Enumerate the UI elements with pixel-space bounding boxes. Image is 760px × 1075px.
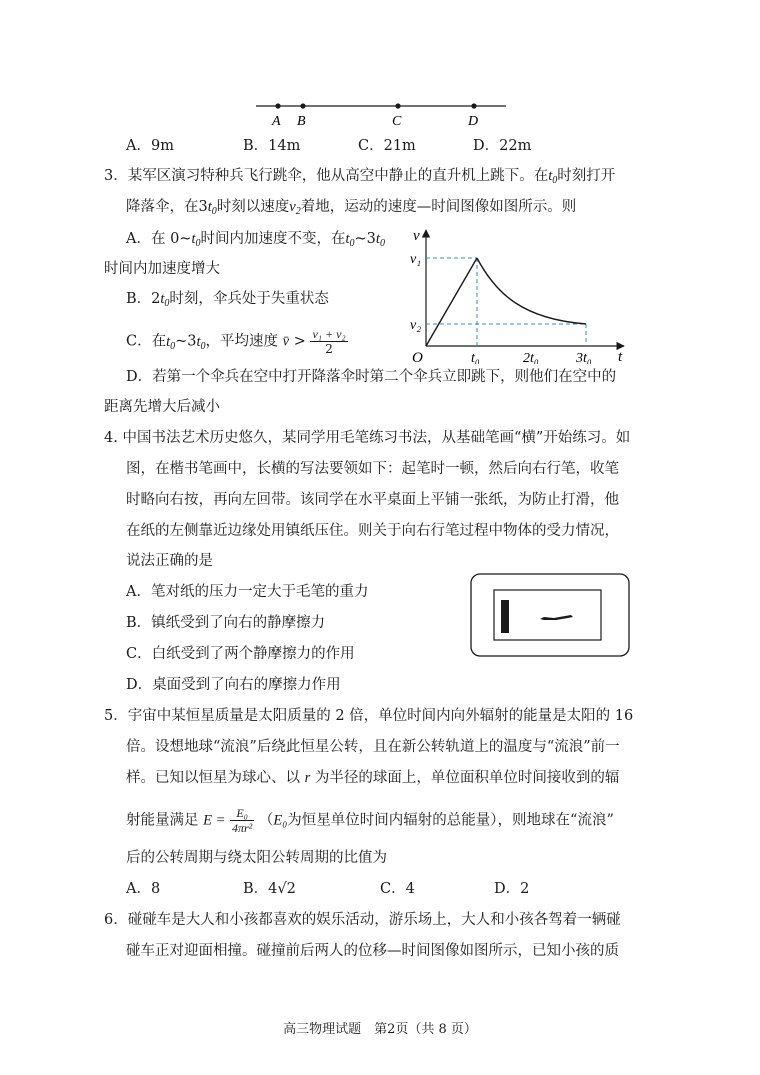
var-t0: $t_0$ bbox=[345, 231, 355, 249]
q3-fraction bbox=[310, 327, 347, 356]
q6-line-2: 碰车正对迎面相撞。碰撞前后两人的位移—时间图像如图所示，已知小孩的质 bbox=[126, 943, 619, 959]
q4-line-3: 时略向右按，再向左回带。该同学在水平桌面上平铺一张纸，为防止打滑，他 bbox=[126, 492, 619, 508]
q4-option-c: C．白纸受到了两个静摩擦力的作用 bbox=[126, 646, 355, 662]
q5-text: 样。已知以恒星为球心、以 bbox=[126, 770, 300, 786]
point-a bbox=[275, 103, 280, 108]
q3-option-c: C．在$t_0\sim 3t_0$，平均速度 v̄ > $\frac{\text{v₁ + v₂}}{2}$ bbox=[126, 327, 346, 356]
var-v2: $v_2$ bbox=[289, 199, 301, 217]
fraction-denominator: 2 bbox=[325, 342, 333, 356]
q3-text: 着地，运动的速度—时间图像如图所示。则 bbox=[300, 199, 577, 215]
q5-option-d: D．2 bbox=[494, 881, 530, 897]
q3-text: 时刻，伞兵处于失重状态 bbox=[169, 291, 329, 307]
calligraphy-figure bbox=[470, 573, 630, 657]
q3-text: B．2 bbox=[126, 291, 161, 307]
paper-outline bbox=[494, 590, 601, 640]
q5-text: （ bbox=[258, 812, 274, 829]
page-footer: 高三物理试题 第2页（共 8 页） bbox=[283, 1022, 477, 1037]
q3-option-b bbox=[126, 289, 329, 309]
deceleration-curve bbox=[477, 258, 586, 324]
point-d bbox=[471, 103, 476, 108]
q3-text: ~3 bbox=[354, 231, 376, 247]
q4-line-1: 4. 中国书法艺术历史悠久，某同学用毛笔练习书法，从基础笔画“横”开始练习。如 bbox=[104, 430, 631, 446]
acceleration-segment bbox=[426, 258, 477, 346]
var-r: r bbox=[304, 770, 311, 786]
q3-text: ，平均速度 bbox=[205, 333, 279, 350]
q5-line-1: 5．宇宙中某恒星质量是太阳质量的 2 倍，单位时间内向外辐射的能量是太阳的 16 bbox=[104, 708, 634, 724]
v1-label: v₁ bbox=[410, 252, 422, 267]
q3-option-d-line-1: D．若第一个伞兵在空中打开降落伞时第二个伞兵立即跳下，则他们在空中的 bbox=[126, 369, 617, 385]
q5-formula-fraction bbox=[230, 806, 254, 835]
point-b bbox=[300, 103, 305, 108]
q5-line-3 bbox=[126, 768, 619, 788]
q3-option-a-line-2: 时间内加速度增大 bbox=[104, 261, 220, 277]
q3-text: 时刻打开 bbox=[557, 168, 616, 184]
q5-text: 射能量满足 bbox=[126, 812, 199, 829]
q4-option-b: B．镇纸受到了向右的静摩擦力 bbox=[126, 615, 326, 631]
q3-text: 3．某军区演习特种兵飞行跳伞，他从高空中静止的直升机上跳下。在 bbox=[104, 168, 549, 184]
q3-text: A．在 0~ bbox=[126, 231, 192, 247]
desk-outline bbox=[471, 574, 629, 656]
label-c: C bbox=[392, 114, 402, 129]
vt-graph bbox=[408, 224, 636, 364]
label-a: A bbox=[272, 114, 281, 129]
q3-text: ~3 bbox=[175, 333, 197, 350]
q3-line-2 bbox=[126, 197, 576, 217]
t0-tick-label: t₀ bbox=[471, 351, 480, 364]
brush-stroke-heng bbox=[540, 615, 573, 620]
label-b: B bbox=[297, 114, 306, 129]
3t0-tick-label: 3t₀ bbox=[576, 351, 592, 364]
var-t0: $t_0$ bbox=[196, 333, 206, 352]
q5-line-2: 倍。设想地球“流浪”后绕此恒星公转，且在新公转轨道上的温度与“流浪”前一 bbox=[126, 739, 620, 755]
q3-option-d-line-2: 距离先增大后减小 bbox=[104, 399, 220, 415]
var-t0: $t_0$ bbox=[191, 231, 201, 249]
q5-line-5: 后的公转周期与绕太阳公转周期的比值为 bbox=[126, 850, 387, 866]
formula-numerator: E₀ bbox=[230, 806, 254, 821]
q3-line-1 bbox=[104, 166, 615, 186]
number-line-figure bbox=[250, 96, 510, 130]
q3-text: C．在 bbox=[126, 333, 167, 350]
var-t0: $t_0$ bbox=[160, 291, 170, 309]
fraction-numerator: v₁ + v₂ bbox=[312, 327, 346, 341]
q3-text: 时刻以速度 bbox=[216, 199, 290, 215]
q2-option-c: C．21m bbox=[358, 138, 416, 154]
q3-text: 降落伞，在3 bbox=[126, 199, 208, 215]
label-d: D bbox=[468, 114, 479, 129]
var-t0: $t_0$ bbox=[166, 333, 176, 352]
v2-label: v₂ bbox=[410, 318, 422, 333]
q3-text: 时间内加速度不变，在 bbox=[200, 231, 346, 247]
q5-option-b: B．4√2 bbox=[243, 881, 296, 897]
point-c bbox=[395, 103, 400, 108]
q6-line-1: 6．碰碰车是大人和小孩都喜欢的娱乐活动，游乐场上，大人和小孩各驾着一辆碰 bbox=[104, 912, 621, 928]
q5-line-4 bbox=[126, 806, 614, 835]
q5-option-c: C．4 bbox=[380, 881, 415, 897]
formula-denominator: 4πr² bbox=[232, 821, 253, 835]
q5-text: 为恒星单位时间内辐射的总能量），则地球在“流浪” bbox=[287, 812, 614, 829]
q2-option-d: D．22m bbox=[473, 138, 532, 154]
origin-label: O bbox=[412, 350, 423, 364]
q2-option-a: A．9m bbox=[126, 138, 174, 154]
q4-line-4: 在纸的左侧靠近边缘处用镇纸压住。则关于向右行笔过程中物体的受力情况， bbox=[126, 523, 619, 539]
var-t0: $t_0$ bbox=[375, 231, 385, 249]
q4-option-a: A．笔对纸的压力一定大于毛笔的重力 bbox=[126, 584, 369, 600]
formula-lhs: E = bbox=[203, 812, 226, 829]
var-e0: E₀ bbox=[273, 812, 288, 829]
q4-line-2: 图，在楷书笔画中，长横的写法要领如下：起笔时一顿，然后向右行笔，收笔 bbox=[126, 461, 619, 477]
q4-option-d: D．桌面受到了向右的摩擦力作用 bbox=[126, 677, 341, 693]
q4-line-5: 说法正确的是 bbox=[126, 553, 213, 569]
t-axis-label: t bbox=[618, 349, 623, 364]
paperweight bbox=[501, 600, 509, 633]
2t0-tick-label: 2t₀ bbox=[523, 351, 539, 364]
v-axis-label: v bbox=[413, 228, 420, 244]
var-vbar: v̄ bbox=[282, 333, 290, 350]
q3-option-a-line-1 bbox=[126, 229, 385, 249]
var-t0: $t_0$ bbox=[207, 199, 217, 217]
q2-option-b: B．14m bbox=[243, 138, 301, 154]
q5-text: 为半径的球面上，单位面积单位时间接收到的辐 bbox=[314, 770, 620, 786]
var-t0: $t_0$ bbox=[548, 168, 558, 186]
q5-option-a: A．8 bbox=[126, 881, 161, 897]
